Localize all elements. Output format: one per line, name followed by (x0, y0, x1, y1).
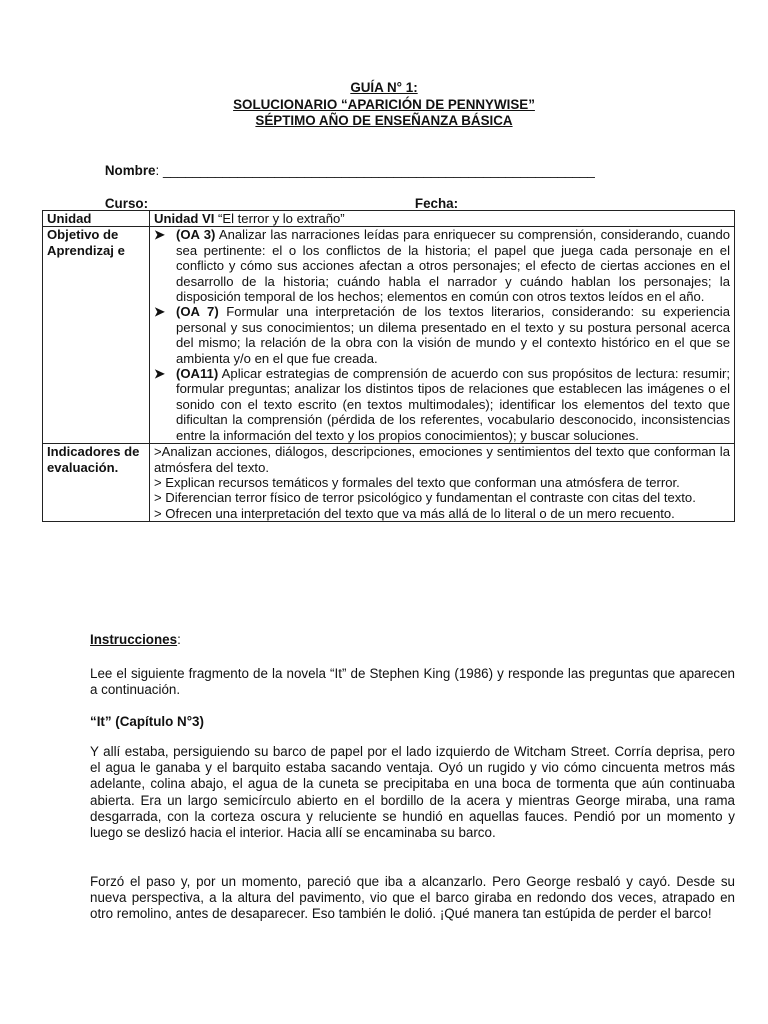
curso-label: Curso: (104, 196, 149, 211)
list-item: > Diferencian terror físico de terror psicológico y fundamentan el contraste con citas del texto. (154, 490, 696, 506)
oa-text: Formular una interpretación de los textos literarios, considerando: su experiencia personal y sus conocimientos; un dilema presentado en el texto y su postura personal acerca del mismo; la relación de la obra con la visión de mundo y el contexto histórico en el que se ambienta y/o en el que fue creada. (176, 304, 730, 366)
oa-code: (OA11) (176, 366, 219, 382)
table-row-unidad (43, 211, 735, 227)
unidad-number: Unidad VI (154, 211, 215, 226)
oa-code: (OA 7) (176, 304, 219, 320)
table-row-indicadores (43, 444, 735, 522)
instrucciones-text: Lee el siguiente fragmento de la novela “It” de Stephen King (1986) y responde las preguntas que aparecen a continuación. (90, 666, 735, 698)
arrow-bullet-icon: ➤ (154, 227, 165, 243)
oa-code: (OA 3) (176, 227, 216, 243)
grade-level: SÉPTIMO AÑO DE ENSEÑANZA BÁSICA (255, 113, 513, 128)
list-item (154, 304, 730, 366)
fecha-label: Fecha: (414, 196, 459, 211)
story-paragraph-1: Y allí estaba, persiguiendo su barco de papel por el lado izquierdo de Witcham Street. Corría deprisa, pero el agua le ganaba y el barquito estaba sacando ventaja. Oyó un rugido y vio cómo cincuenta metros más adelante, colina abajo, el agua de la cuneta se precipitaba en una boca de tormenta que aún continuaba abierta. Era un largo semicírculo abierto en el bordillo de la acera y mientras George miraba, una rama desgarrada, con la corteza oscura y reluciente se hundió en aquellas fauces. Pendió por un momento y luego se deslizó hacia el interior. Hacia allí se encaminaba su barco. (90, 744, 735, 841)
objetivo-header: Objetivo de Aprendizaj e (43, 227, 150, 444)
unidad-name: “El terror y lo extraño” (214, 211, 345, 226)
arrow-bullet-icon: ➤ (154, 304, 165, 320)
oa-text: Aplicar estrategias de comprensión de acuerdo con sus propósitos de lectura: resumir; formular preguntas; analizar los distintos tipos de relaciones que establecen las imágenes o el sonido con el texto escrito (en textos multimodales); identificar los elementos del texto que dificultan la comprensión (pérdida de los referentes, vocabulario desconocido, inconsistencias entre la información del texto y los propios conocimientos); y buscar soluciones. (176, 366, 730, 443)
story-paragraph-2: Forzó el paso y, por un momento, pareció que iba a alcanzarlo. Pero George resbaló y cayó. Desde su nueva perspectiva, a la altura del pavimento, vio que el barco giraba en redondo dos veces, atrapado en otro remolino, antes de desaparecer. Eso también le dolió. ¡Qué manera tan estúpida de perder el barco! (90, 874, 735, 922)
nombre-blank: : __________________________________________________________ (155, 163, 595, 178)
list-item (154, 227, 730, 304)
instrucciones-heading: Instrucciones: (90, 632, 181, 647)
guide-number: GUÍA N° 1: (350, 80, 418, 95)
indicadores-header: Indicadores de evaluación. (43, 444, 150, 522)
curriculum-table (42, 210, 735, 522)
nombre-label: Nombre (104, 163, 156, 178)
arrow-bullet-icon: ➤ (154, 366, 165, 382)
list-item: >Analizan acciones, diálogos, descripciones, emociones y sentimientos del texto que conforman la atmósfera del texto. (154, 444, 730, 475)
list-item: > Ofrecen una interpretación del texto que va más allá de lo literal o de un mero recuento. (154, 505, 675, 521)
unidad-value (150, 211, 735, 227)
curso-blank: ____________________________ (148, 196, 361, 211)
indicadores-list (150, 444, 735, 522)
story-title: “It” (Capítulo N°3) (90, 714, 204, 729)
table-row-objetivo (43, 227, 735, 444)
guide-subtitle: SOLUCIONARIO “APARICIÓN DE PENNYWISE” (233, 96, 535, 112)
unidad-header: Unidad (43, 211, 150, 227)
objetivo-list (150, 227, 735, 444)
list-item: > Explican recursos temáticos y formales del texto que conforman una atmósfera de terror. (154, 474, 680, 490)
document-title (0, 80, 768, 130)
fecha-blank: ______________________ (458, 196, 626, 211)
list-item (154, 366, 730, 443)
oa-text: Analizar las narraciones leídas para enriquecer su comprensión, considerando, cuando sea pertinente: el o los conflictos de la historia; el papel que juega cada personaje en el conflicto y cómo sus acciones afectan a otros personajes; el efecto de ciertas acciones en el desarrollo de la historia; cuándo habla el narrador y cuándo hablan los personajes; la disposición temporal de los hechos; elementos en común con otros textos leídos en el año. (176, 227, 731, 305)
